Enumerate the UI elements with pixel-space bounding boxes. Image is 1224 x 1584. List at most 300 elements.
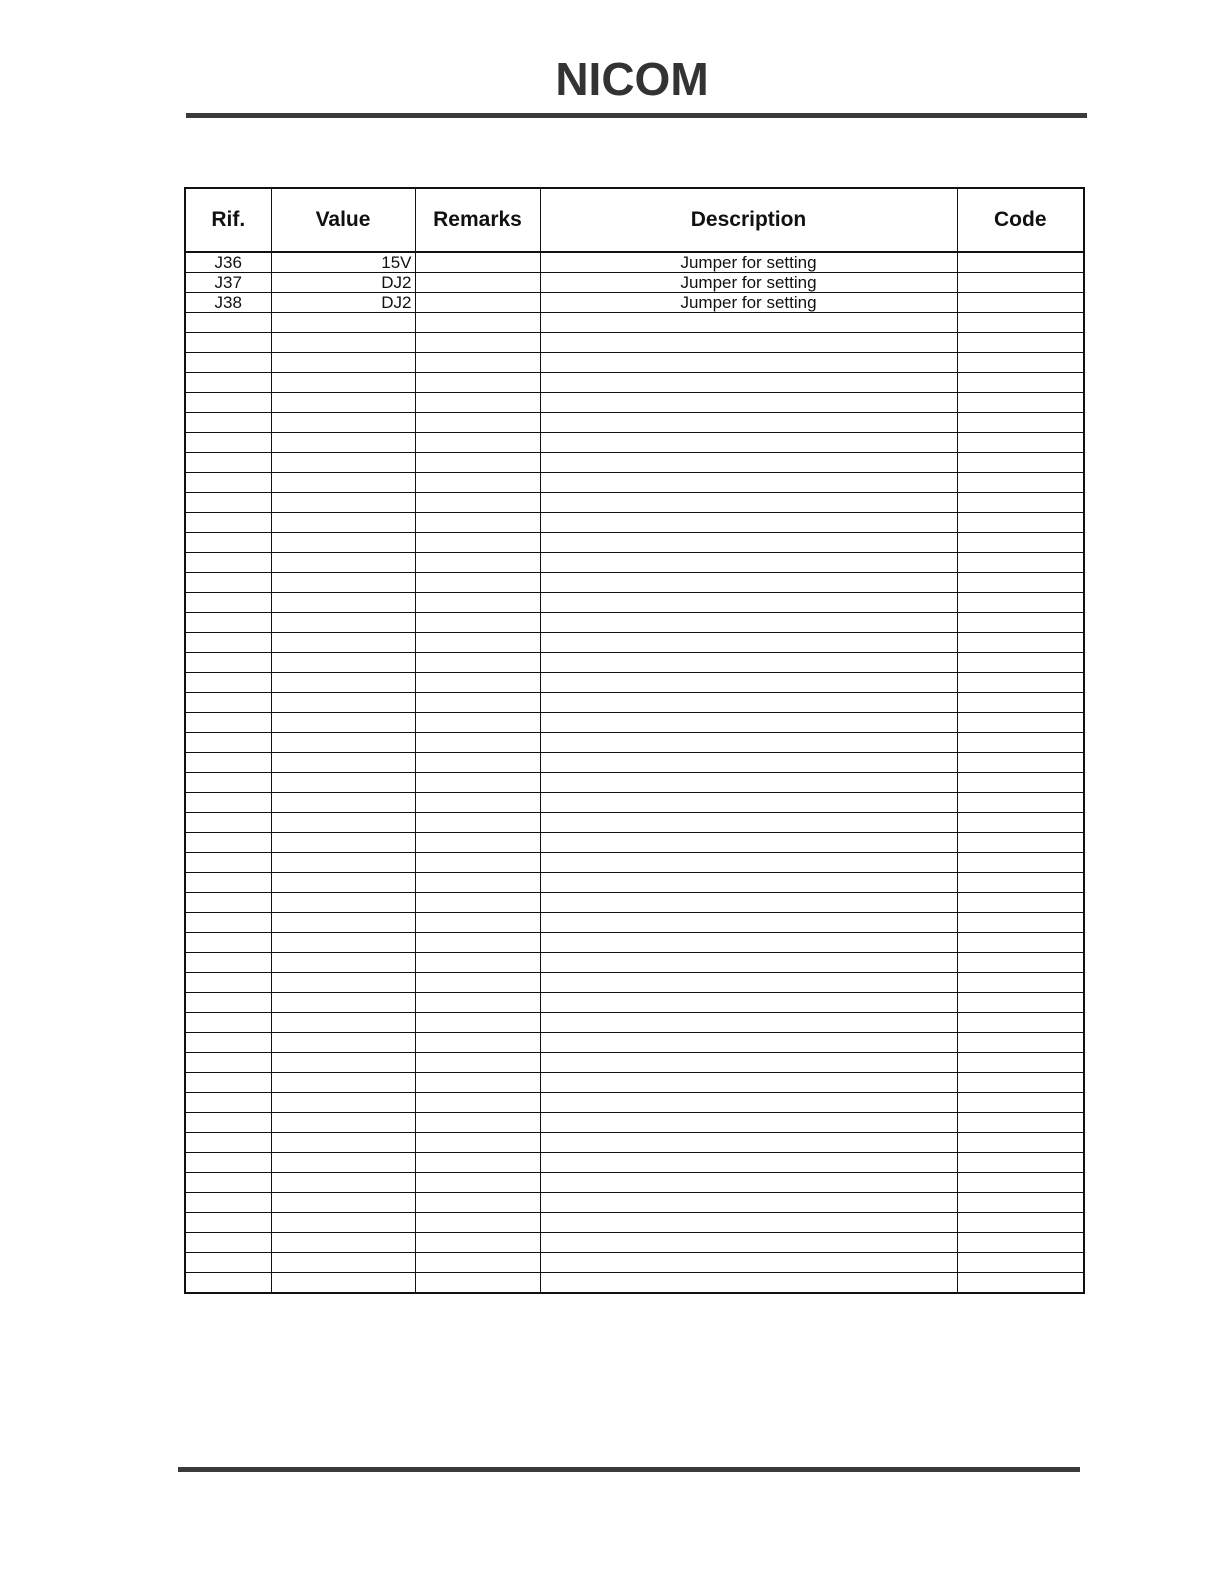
cell-rif [185, 453, 271, 473]
table-row [185, 353, 1084, 373]
cell-code [957, 433, 1084, 453]
cell-description [540, 1273, 957, 1294]
table-row [185, 813, 1084, 833]
cell-description [540, 653, 957, 673]
cell-description [540, 773, 957, 793]
cell-remarks [415, 673, 540, 693]
cell-value: 15V [271, 252, 415, 273]
cell-description [540, 393, 957, 413]
cell-description [540, 673, 957, 693]
cell-rif [185, 1133, 271, 1153]
table-row [185, 293, 1084, 313]
cell-description [540, 433, 957, 453]
cell-remarks [415, 1193, 540, 1213]
cell-code [957, 733, 1084, 753]
cell-value: DJ2 [271, 293, 415, 313]
cell-code [957, 453, 1084, 473]
cell-code [957, 1213, 1084, 1233]
table-row [185, 1173, 1084, 1193]
cell-value [271, 693, 415, 713]
cell-rif [185, 1093, 271, 1113]
cell-rif [185, 773, 271, 793]
cell-rif [185, 973, 271, 993]
cell-value [271, 1093, 415, 1113]
cell-description [540, 893, 957, 913]
cell-remarks [415, 573, 540, 593]
cell-code [957, 1053, 1084, 1073]
cell-remarks [415, 933, 540, 953]
cell-remarks [415, 373, 540, 393]
cell-remarks [415, 513, 540, 533]
table-row [185, 252, 1084, 273]
cell-rif [185, 1013, 271, 1033]
cell-value [271, 333, 415, 353]
table-row [185, 553, 1084, 573]
cell-code [957, 1193, 1084, 1213]
cell-description [540, 873, 957, 893]
cell-code [957, 1013, 1084, 1033]
table-row [185, 873, 1084, 893]
cell-rif [185, 393, 271, 413]
cell-remarks [415, 973, 540, 993]
cell-remarks [415, 1233, 540, 1253]
cell-rif [185, 1213, 271, 1233]
cell-rif [185, 813, 271, 833]
table-row [185, 1113, 1084, 1133]
cell-code [957, 1033, 1084, 1053]
cell-description [540, 553, 957, 573]
cell-rif [185, 553, 271, 573]
cell-value [271, 773, 415, 793]
cell-remarks [415, 853, 540, 873]
cell-value [271, 873, 415, 893]
cell-value [271, 453, 415, 473]
table-row [185, 613, 1084, 633]
table-row [185, 1213, 1084, 1233]
table-row [185, 413, 1084, 433]
cell-rif [185, 1053, 271, 1073]
cell-value [271, 1073, 415, 1093]
cell-code [957, 533, 1084, 553]
cell-description [540, 353, 957, 373]
header-rule [186, 113, 1087, 118]
cell-description [540, 1213, 957, 1233]
cell-code [957, 813, 1084, 833]
table-body [185, 252, 1084, 1293]
cell-code [957, 353, 1084, 373]
cell-remarks [415, 1133, 540, 1153]
cell-code [957, 252, 1084, 273]
table-row [185, 1033, 1084, 1053]
cell-description [540, 473, 957, 493]
cell-description [540, 453, 957, 473]
table-row [185, 1073, 1084, 1093]
cell-description [540, 1013, 957, 1033]
table-row [185, 653, 1084, 673]
cell-rif [185, 1153, 271, 1173]
cell-code [957, 1153, 1084, 1173]
cell-remarks [415, 593, 540, 613]
cell-description [540, 813, 957, 833]
cell-value [271, 413, 415, 433]
cell-remarks [415, 1213, 540, 1233]
cell-description [540, 1093, 957, 1113]
cell-code [957, 293, 1084, 313]
cell-remarks [415, 613, 540, 633]
cell-description [540, 493, 957, 513]
cell-rif [185, 1193, 271, 1213]
cell-description [540, 593, 957, 613]
cell-value [271, 1253, 415, 1273]
cell-remarks [415, 873, 540, 893]
table-row [185, 953, 1084, 973]
table-header-row [185, 188, 1084, 252]
cell-value [271, 493, 415, 513]
table-row [185, 1153, 1084, 1173]
cell-code [957, 493, 1084, 513]
cell-remarks [415, 633, 540, 653]
cell-rif [185, 953, 271, 973]
cell-description [540, 1033, 957, 1053]
cell-remarks [415, 753, 540, 773]
cell-remarks [415, 773, 540, 793]
table-row [185, 533, 1084, 553]
table-row [185, 493, 1084, 513]
cell-value: DJ2 [271, 273, 415, 293]
cell-remarks [415, 433, 540, 453]
cell-description: Jumper for setting [540, 293, 957, 313]
cell-rif: J36 [185, 252, 271, 273]
cell-value [271, 1113, 415, 1133]
cell-rif [185, 993, 271, 1013]
table-row [185, 373, 1084, 393]
cell-code [957, 1253, 1084, 1273]
cell-description [540, 973, 957, 993]
cell-value [271, 373, 415, 393]
cell-code [957, 953, 1084, 973]
column-header-value: Value [271, 188, 415, 252]
table-row [185, 1273, 1084, 1294]
cell-code [957, 793, 1084, 813]
cell-remarks [415, 293, 540, 313]
cell-value [271, 713, 415, 733]
cell-remarks [415, 353, 540, 373]
cell-description: Jumper for setting [540, 273, 957, 293]
cell-code [957, 1073, 1084, 1093]
cell-value [271, 613, 415, 633]
cell-value [271, 1173, 415, 1193]
cell-remarks [415, 653, 540, 673]
cell-code [957, 333, 1084, 353]
footer-rule [178, 1467, 1080, 1472]
cell-remarks [415, 713, 540, 733]
table-row [185, 273, 1084, 293]
cell-code [957, 373, 1084, 393]
cell-description [540, 1233, 957, 1253]
cell-value [271, 993, 415, 1013]
cell-description [540, 693, 957, 713]
cell-remarks [415, 533, 540, 553]
cell-remarks [415, 473, 540, 493]
cell-remarks [415, 413, 540, 433]
cell-value [271, 1273, 415, 1294]
cell-description [540, 953, 957, 973]
cell-value [271, 853, 415, 873]
cell-value [271, 653, 415, 673]
cell-rif [185, 633, 271, 653]
cell-value [271, 673, 415, 693]
table-row [185, 773, 1084, 793]
cell-rif: J37 [185, 273, 271, 293]
cell-rif [185, 653, 271, 673]
cell-description [540, 1253, 957, 1273]
table-row [185, 833, 1084, 853]
cell-rif: J38 [185, 293, 271, 313]
cell-code [957, 873, 1084, 893]
cell-value [271, 633, 415, 653]
cell-description [540, 373, 957, 393]
cell-code [957, 913, 1084, 933]
cell-remarks [415, 1253, 540, 1273]
cell-value [271, 513, 415, 533]
table-row [185, 693, 1084, 713]
cell-code [957, 1133, 1084, 1153]
table-row [185, 453, 1084, 473]
cell-remarks [415, 553, 540, 573]
cell-rif [185, 693, 271, 713]
cell-value [271, 753, 415, 773]
cell-remarks [415, 1273, 540, 1294]
table-row [185, 1233, 1084, 1253]
cell-remarks [415, 733, 540, 753]
cell-value [271, 393, 415, 413]
cell-remarks [415, 1093, 540, 1113]
table-row [185, 733, 1084, 753]
cell-description [540, 733, 957, 753]
cell-code [957, 473, 1084, 493]
cell-description [540, 793, 957, 813]
cell-rif [185, 513, 271, 533]
cell-rif [185, 1173, 271, 1193]
cell-remarks [415, 333, 540, 353]
cell-rif [185, 933, 271, 953]
cell-value [271, 913, 415, 933]
cell-code [957, 853, 1084, 873]
cell-remarks [415, 893, 540, 913]
cell-rif [185, 833, 271, 853]
cell-value [271, 1213, 415, 1233]
column-header-rif: Rif. [185, 188, 271, 252]
table-row [185, 313, 1084, 333]
cell-rif [185, 473, 271, 493]
table-row [185, 513, 1084, 533]
cell-rif [185, 793, 271, 813]
cell-description: Jumper for setting [540, 252, 957, 273]
column-header-description: Description [540, 188, 957, 252]
cell-rif [185, 733, 271, 753]
cell-remarks [415, 793, 540, 813]
cell-value [271, 1013, 415, 1033]
cell-remarks [415, 913, 540, 933]
cell-code [957, 313, 1084, 333]
cell-value [271, 833, 415, 853]
table-row [185, 1013, 1084, 1033]
brand-title: NICOM [555, 53, 709, 105]
cell-code [957, 1173, 1084, 1193]
cell-description [540, 613, 957, 633]
cell-remarks [415, 1053, 540, 1073]
cell-rif [185, 613, 271, 633]
cell-code [957, 393, 1084, 413]
table-row [185, 633, 1084, 653]
cell-description [540, 533, 957, 553]
table-row [185, 433, 1084, 453]
table-row [185, 1093, 1084, 1113]
cell-remarks [415, 1113, 540, 1133]
cell-code [957, 633, 1084, 653]
cell-rif [185, 1113, 271, 1133]
table-row [185, 1193, 1084, 1213]
cell-description [540, 413, 957, 433]
cell-code [957, 553, 1084, 573]
cell-description [540, 853, 957, 873]
cell-rif [185, 333, 271, 353]
table-row [185, 753, 1084, 773]
cell-value [271, 733, 415, 753]
cell-description [540, 1073, 957, 1093]
cell-rif [185, 433, 271, 453]
cell-remarks [415, 313, 540, 333]
cell-value [271, 813, 415, 833]
cell-value [271, 533, 415, 553]
cell-remarks [415, 1173, 540, 1193]
cell-rif [185, 353, 271, 373]
cell-description [540, 833, 957, 853]
cell-value [271, 433, 415, 453]
column-header-remarks: Remarks [415, 188, 540, 252]
cell-rif [185, 853, 271, 873]
cell-code [957, 1273, 1084, 1294]
cell-value [271, 893, 415, 913]
cell-code [957, 773, 1084, 793]
cell-value [271, 593, 415, 613]
cell-rif [185, 1273, 271, 1294]
cell-remarks [415, 953, 540, 973]
cell-remarks [415, 993, 540, 1013]
cell-description [540, 913, 957, 933]
cell-value [271, 573, 415, 593]
cell-value [271, 1193, 415, 1213]
cell-description [540, 1193, 957, 1213]
cell-value [271, 1033, 415, 1053]
cell-value [271, 1053, 415, 1073]
cell-description [540, 573, 957, 593]
cell-description [540, 1153, 957, 1173]
table-row [185, 913, 1084, 933]
cell-description [540, 713, 957, 733]
cell-description [540, 933, 957, 953]
cell-remarks [415, 453, 540, 473]
cell-remarks [415, 1033, 540, 1053]
cell-rif [185, 413, 271, 433]
cell-value [271, 1153, 415, 1173]
cell-description [540, 513, 957, 533]
cell-code [957, 1093, 1084, 1113]
cell-value [271, 553, 415, 573]
cell-rif [185, 1253, 271, 1273]
cell-code [957, 513, 1084, 533]
cell-rif [185, 753, 271, 773]
table-row [185, 853, 1084, 873]
cell-remarks [415, 833, 540, 853]
cell-rif [185, 893, 271, 913]
cell-rif [185, 713, 271, 733]
cell-value [271, 1133, 415, 1153]
cell-code [957, 653, 1084, 673]
cell-code [957, 933, 1084, 953]
cell-code [957, 593, 1084, 613]
cell-rif [185, 1233, 271, 1253]
cell-rif [185, 533, 271, 553]
cell-code [957, 573, 1084, 593]
cell-description [540, 1113, 957, 1133]
cell-remarks [415, 1013, 540, 1033]
cell-rif [185, 873, 271, 893]
cell-value [271, 933, 415, 953]
cell-code [957, 893, 1084, 913]
cell-description [540, 633, 957, 653]
cell-remarks [415, 1073, 540, 1093]
cell-value [271, 353, 415, 373]
cell-code [957, 693, 1084, 713]
cell-code [957, 753, 1084, 773]
cell-description [540, 1053, 957, 1073]
table-row [185, 893, 1084, 913]
table-row [185, 1253, 1084, 1273]
table-row [185, 713, 1084, 733]
table-row [185, 333, 1084, 353]
cell-value [271, 973, 415, 993]
cell-remarks [415, 273, 540, 293]
column-header-code: Code [957, 188, 1084, 252]
cell-description [540, 993, 957, 1013]
table-row [185, 993, 1084, 1013]
cell-description [540, 753, 957, 773]
cell-code [957, 413, 1084, 433]
cell-code [957, 613, 1084, 633]
cell-rif [185, 593, 271, 613]
cell-rif [185, 313, 271, 333]
cell-remarks [415, 393, 540, 413]
cell-description [540, 313, 957, 333]
cell-rif [185, 1033, 271, 1053]
table-row [185, 933, 1084, 953]
table-row [185, 673, 1084, 693]
cell-rif [185, 493, 271, 513]
cell-description [540, 1173, 957, 1193]
cell-value [271, 473, 415, 493]
cell-code [957, 1113, 1084, 1133]
table-row [185, 393, 1084, 413]
cell-code [957, 673, 1084, 693]
cell-remarks [415, 252, 540, 273]
cell-code [957, 833, 1084, 853]
cell-code [957, 273, 1084, 293]
table-row [185, 1133, 1084, 1153]
table-row [185, 593, 1084, 613]
table-row [185, 793, 1084, 813]
cell-value [271, 313, 415, 333]
